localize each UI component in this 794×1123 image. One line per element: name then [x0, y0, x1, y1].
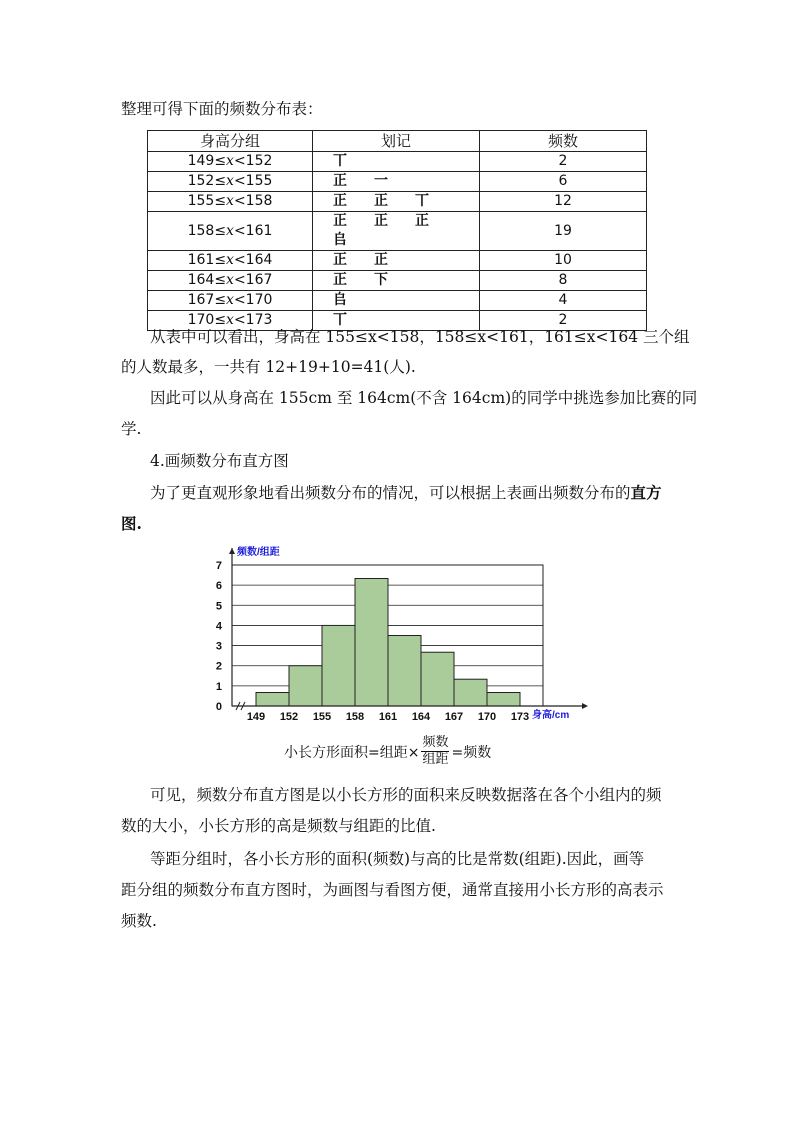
- y-tick-label: 2: [215, 660, 222, 673]
- formula-denominator: 组距: [422, 752, 449, 767]
- range-upper: <158: [233, 193, 273, 209]
- tally-cell: [313, 212, 480, 251]
- y-axis-title: 频数/组距: [237, 547, 280, 558]
- range-variable: x: [226, 193, 234, 209]
- formula-right: =频数: [451, 744, 492, 761]
- tally-cell: [313, 291, 480, 311]
- tally-mark: 正: [333, 213, 347, 229]
- range-upper: <173: [233, 312, 273, 328]
- range-lower: 152≤: [187, 173, 227, 189]
- intro-text: 整理可得下面的频数分布表：: [121, 100, 323, 118]
- para3-line1: [150, 483, 662, 503]
- area-formula: [284, 735, 491, 768]
- table-row: [148, 172, 647, 192]
- x-tick-label: 155: [312, 711, 332, 723]
- range-variable: x: [226, 252, 234, 268]
- y-tick-label: 4: [215, 620, 222, 633]
- tally-mark: 丅: [333, 312, 347, 328]
- histogram-bar: [289, 666, 322, 706]
- tally-mark: 丅: [415, 193, 429, 209]
- histogram-bar: [322, 625, 355, 706]
- range-upper: <167: [233, 272, 273, 288]
- range-upper: <155: [233, 173, 273, 189]
- range-variable: x: [226, 312, 234, 328]
- height-group-cell: [148, 172, 313, 192]
- x-tick-label: 158: [345, 711, 365, 723]
- range-variable: x: [226, 272, 234, 288]
- y-tick-label: 7: [215, 560, 222, 572]
- height-group-cell: [148, 291, 313, 311]
- tally-mark: 正: [333, 173, 347, 189]
- para3-line2: 图.: [121, 514, 142, 533]
- para5-line1: 等距分组时，各小长方形的面积(频数)与高的比是常数(组距).因此，画等: [150, 850, 645, 868]
- x-tick-label: 152: [279, 711, 299, 723]
- para5-line3: 频数.: [121, 912, 157, 930]
- tally-mark: 正: [374, 252, 388, 268]
- histogram-bar: [454, 679, 487, 706]
- range-upper: <164: [233, 252, 273, 268]
- height-group-cell: [148, 212, 313, 251]
- histogram-chart: [210, 540, 590, 726]
- x-tick-label: 173: [510, 711, 530, 723]
- frequency-cell: 4: [480, 291, 647, 311]
- range-lower: 149≤: [187, 153, 227, 169]
- tally-mark: 正: [415, 213, 429, 229]
- term-histogram: 直方: [630, 483, 662, 502]
- tally-mark: 丅: [333, 153, 347, 169]
- histogram-bar: [421, 652, 454, 706]
- table-row: [148, 251, 647, 271]
- range-variable: x: [226, 292, 234, 308]
- height-group-cell: [148, 192, 313, 212]
- tally-mark: 𠂤: [333, 232, 347, 248]
- table-header-row: [148, 131, 647, 152]
- x-tick-label: 164: [411, 711, 431, 723]
- range-lower: 167≤: [187, 292, 227, 308]
- height-group-cell: [148, 251, 313, 271]
- table-row: [148, 212, 647, 251]
- para5-line2: 距分组的频数分布直方图时，为画图与看图方便，通常直接用小长方形的高表示: [121, 881, 664, 899]
- para1-line1: 从表中可以看出，身高在 155≤x<158，158≤x<161，161≤x<164 三个组: [150, 328, 690, 346]
- range-lower: 164≤: [187, 272, 227, 288]
- frequency-cell: 2: [480, 311, 647, 331]
- histogram-bar: [256, 693, 289, 706]
- table-row: [148, 271, 647, 291]
- range-lower: 158≤: [187, 222, 227, 239]
- frequency-cell: 12: [480, 192, 647, 212]
- tally-mark: 下: [374, 272, 388, 288]
- header-tally: 划记: [313, 131, 480, 152]
- table-body: [148, 152, 647, 331]
- range-lower: 155≤: [187, 193, 227, 209]
- range-variable: x: [226, 153, 234, 169]
- x-tick-label: 149: [246, 711, 266, 723]
- range-upper: <161: [233, 222, 273, 239]
- tally-cell: [313, 172, 480, 192]
- y-tick-label: 6: [215, 580, 222, 593]
- table-row: [148, 192, 647, 212]
- y-tick-label: 0: [215, 701, 222, 713]
- height-group-cell: [148, 271, 313, 291]
- x-tick-label: 170: [477, 711, 497, 723]
- x-axis-title: 身高/cm: [532, 710, 570, 721]
- tally-cell: [313, 271, 480, 291]
- range-upper: <170: [233, 292, 273, 308]
- section-heading: 4.画频数分布直方图: [150, 452, 289, 470]
- formula-left: 小长方形面积=组距×: [284, 744, 420, 761]
- range-variable: x: [226, 173, 234, 189]
- formula-numerator: 频数: [422, 735, 449, 750]
- tally-cell: [313, 251, 480, 271]
- x-tick-label: 167: [444, 711, 464, 723]
- range-upper: <152: [233, 153, 273, 169]
- tally-mark: 𠂤: [333, 292, 347, 308]
- frequency-cell: 19: [480, 212, 647, 251]
- table-row: [148, 152, 647, 172]
- height-group-cell: [148, 152, 313, 172]
- x-axis-arrow: [582, 703, 588, 709]
- para2-line2: 学.: [121, 420, 142, 438]
- range-variable: x: [226, 222, 234, 239]
- frequency-cell: 2: [480, 152, 647, 172]
- tally-cell: [313, 152, 480, 172]
- para2-line1: 因此可以从身高在 155cm 至 164cm(不含 164cm)的同学中挑选参加比赛的同: [150, 389, 698, 407]
- histogram-bar: [388, 636, 421, 707]
- y-tick-label: 1: [215, 680, 222, 693]
- range-lower: 161≤: [187, 252, 227, 268]
- tally-mark: 正: [333, 252, 347, 268]
- y-tick-label: 5: [215, 600, 222, 613]
- formula-fraction: [421, 735, 449, 768]
- table-row: [148, 291, 647, 311]
- para3-text: 为了更直观形象地看出频数分布的情况，可以根据上表画出频数分布的: [150, 484, 631, 502]
- y-tick-label: 3: [215, 640, 222, 653]
- frequency-cell: 6: [480, 172, 647, 192]
- frequency-cell: 8: [480, 271, 647, 291]
- tally-cell: [313, 192, 480, 212]
- x-tick-label: 161: [378, 711, 398, 723]
- frequency-cell: 10: [480, 251, 647, 271]
- para4-line2: 数的大小，小长方形的高是频数与组距的比值.: [121, 817, 436, 835]
- tally-mark: 一: [374, 173, 388, 189]
- range-lower: 170≤: [187, 312, 227, 328]
- tally-mark: 正: [374, 193, 388, 209]
- histogram-bar: [487, 693, 520, 706]
- tally-mark: 正: [374, 213, 388, 229]
- frequency-table: [147, 130, 647, 331]
- header-height-group: 身高分组: [148, 131, 313, 152]
- para1-line2: 的人数最多，一共有 12+19+10=41(人).: [121, 358, 416, 376]
- tally-mark: 正: [333, 193, 347, 209]
- header-frequency: 频数: [480, 131, 647, 152]
- tally-mark: 正: [333, 272, 347, 288]
- y-axis-arrow: [229, 548, 235, 554]
- histogram-bar: [355, 578, 388, 706]
- para4-line1: 可见，频数分布直方图是以小长方形的面积来反映数据落在各个小组内的频: [150, 786, 662, 804]
